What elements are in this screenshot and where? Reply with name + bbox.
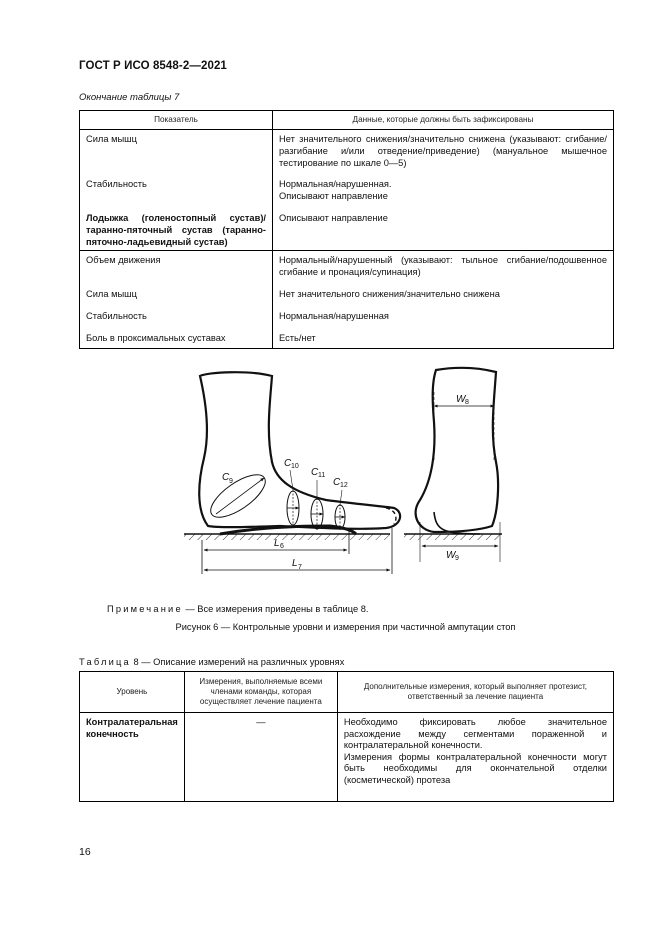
- note-label: Примечание: [107, 604, 183, 614]
- label-c9: C: [222, 472, 230, 483]
- data-cell: Нет значительного снижения/значительно снижена (указывают: сгибание/разгибание и/или отведение/приведение) (мануальное мышечное тестирование по шкале 0—5): [273, 130, 614, 172]
- indicator-cell: Стабильность: [80, 303, 273, 325]
- table-8: [79, 671, 614, 802]
- data-cell: Нет значительного снижения/значительно снижена: [273, 281, 614, 303]
- table-row: [80, 251, 614, 281]
- table-row: [80, 325, 614, 349]
- figure-caption: Рисунок 6 — Контрольные уровни и измерения при частичной ампутации стоп: [175, 622, 516, 632]
- table8-header-row: [80, 672, 614, 713]
- indicator-cell: Боль в проксимальных суставах: [80, 325, 273, 349]
- document-header: ГОСТ Р ИСО 8548-2—2021: [79, 60, 227, 72]
- note-text: — Все измерения приведены в таблице 8.: [182, 604, 369, 614]
- label-w9: W: [446, 550, 456, 561]
- extra-paragraph: Измерения формы контралатеральной конечности могут быть необходимы для окончательной отделки (косметической) протеза: [343, 751, 607, 785]
- table-7: [79, 110, 614, 349]
- team-cell: —: [184, 713, 337, 802]
- data-line: Описывают направление: [279, 191, 388, 202]
- label-w9-sub: 9: [455, 555, 459, 562]
- label-c11-sub: 11: [318, 472, 326, 479]
- table-row: [80, 713, 614, 802]
- table8-caption-number: 8: [133, 657, 139, 667]
- label-c12: C: [333, 477, 341, 488]
- table-row: [80, 130, 614, 172]
- label-c12-sub: 12: [340, 482, 348, 489]
- table8-col-team: Измерения, выполняемые всеми членами команды, которая осуществляет лечение пациента: [184, 672, 337, 713]
- label-l6-sub: 6: [280, 543, 284, 550]
- table7-header-row: [80, 111, 614, 130]
- label-c9-sub: 9: [229, 478, 233, 485]
- table7-col-indicator: Показатель: [80, 111, 273, 130]
- data-cell: Описывают направление: [273, 205, 614, 251]
- measure-c9: [204, 467, 271, 525]
- table8-caption-label: Таблица: [79, 657, 131, 667]
- front-view-foot: [416, 368, 498, 534]
- table-row: [80, 171, 614, 205]
- table-row: [80, 303, 614, 325]
- figure-note: [107, 604, 368, 614]
- side-view-foot: [199, 372, 400, 534]
- table7-continuation-title: Окончание таблицы 7: [79, 92, 180, 103]
- label-l7-sub: 7: [298, 564, 302, 571]
- data-line: Нормальная/нарушенная.: [279, 179, 392, 190]
- label-l7: L: [292, 558, 298, 569]
- table8-caption-text: — Описание измерений на различных уровнях: [138, 657, 345, 667]
- ground-line-side: [184, 534, 390, 540]
- table8-caption: [79, 657, 344, 667]
- indicator-cell: Сила мышц: [80, 130, 273, 172]
- extra-cell: [337, 713, 613, 802]
- label-c11: C: [311, 467, 319, 478]
- table-row: [80, 281, 614, 303]
- table-row: [80, 205, 614, 251]
- indicator-cell: Стабильность: [80, 171, 273, 205]
- data-cell: Нормальный/нарушенный (указывают: тыльное сгибание/подошвенное сгибание и пронация/супинация): [273, 251, 614, 281]
- indicator-cell: Объем движения: [80, 251, 273, 281]
- label-l6: L: [274, 538, 280, 549]
- page-number: 16: [79, 846, 91, 858]
- data-cell: Есть/нет: [273, 325, 614, 349]
- label-w8-sub: 8: [465, 399, 469, 406]
- label-w8: W: [456, 394, 466, 405]
- foot-amputation-figure: [180, 362, 520, 580]
- label-c10-sub: 10: [291, 463, 299, 470]
- label-c10: C: [284, 458, 292, 469]
- indicator-cell: Сила мышц: [80, 281, 273, 303]
- measure-c10: [284, 458, 299, 526]
- table8-col-level: Уровень: [80, 672, 185, 713]
- table8-col-extra: Дополнительные измерения, который выполняет протезист, ответственный за лечение пациента: [337, 672, 613, 713]
- ground-line-front: [404, 534, 502, 540]
- data-cell: Нормальная/нарушенная: [273, 303, 614, 325]
- dimension-w8: [434, 392, 494, 462]
- extra-paragraph: Необходимо фиксировать любое значительное расхождение между сегментами пораженной и контралатеральной конечности.: [343, 717, 607, 751]
- indicator-cell-bold: Лодыжка (голеностопный сустав)/таранно-пяточный сустав (таранно-пяточно-ладьевидный сустав): [80, 205, 273, 251]
- level-cell: Контралатеральная конечность: [80, 713, 185, 802]
- table7-col-data: Данные, которые должны быть зафиксированы: [273, 111, 614, 130]
- data-cell: [273, 171, 614, 205]
